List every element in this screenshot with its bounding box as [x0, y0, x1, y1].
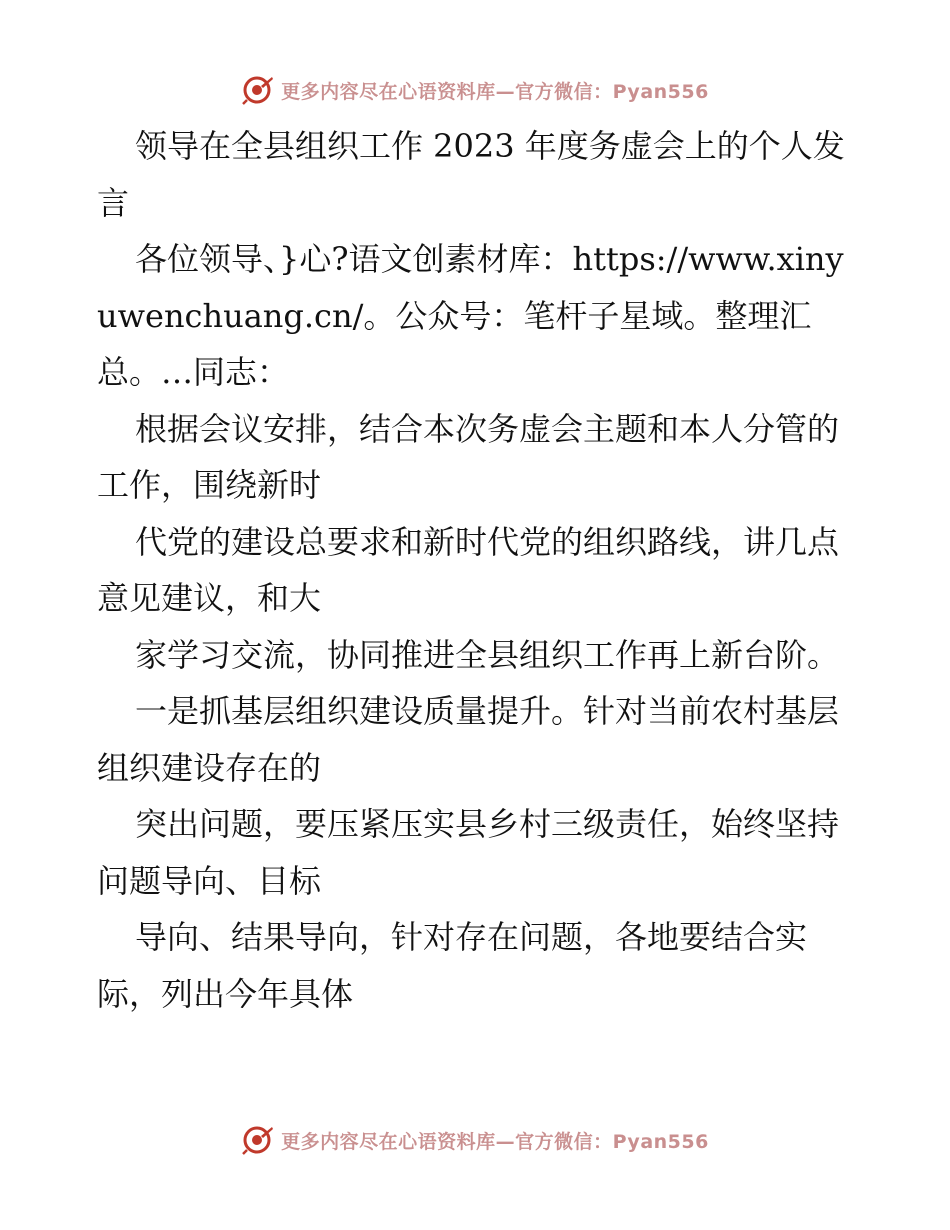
body-paragraph: 突出问题，要压紧压实县乡村三级责任，始终坚持问题导向、目标: [97, 805, 840, 900]
document-body: [97, 118, 857, 1022]
red-circle-pen-logo-icon: [241, 1123, 275, 1157]
document-title: 领导在全县组织工作 2023 年度务虚会上的个人发言: [97, 127, 845, 222]
footer-banner: [0, 1120, 950, 1160]
body-paragraph: 家学习交流，协同推进全县组织工作再上新台阶。: [135, 635, 840, 674]
body-paragraph: 代党的建设总要求和新时代党的组织路线，讲几点意见建议，和大: [97, 522, 840, 617]
body-paragraph: 导向、结果导向，针对存在问题，各地要结合实际，列出今年具体: [97, 918, 808, 1013]
body-paragraph: 根据会议安排，结合本次务虚会主题和本人分管的工作，围绕新时: [97, 409, 840, 504]
red-circle-pen-logo-icon: [241, 73, 275, 107]
body-paragraph: 一是抓基层组织建设质量提升。针对当前农村基层组织建设存在的: [97, 692, 840, 787]
header-banner-text: 更多内容尽在心语资料库—官方微信：Pyan556: [281, 80, 709, 103]
salutation-paragraph: 各位领导、}心?语文创素材库：https://www.xinyuwenchuang.cn/。公众号：笔杆子星域。整理汇总。…同志：: [97, 240, 844, 391]
footer-banner-text: 更多内容尽在心语资料库—官方微信：Pyan556: [281, 1130, 709, 1153]
header-banner: [0, 70, 950, 110]
